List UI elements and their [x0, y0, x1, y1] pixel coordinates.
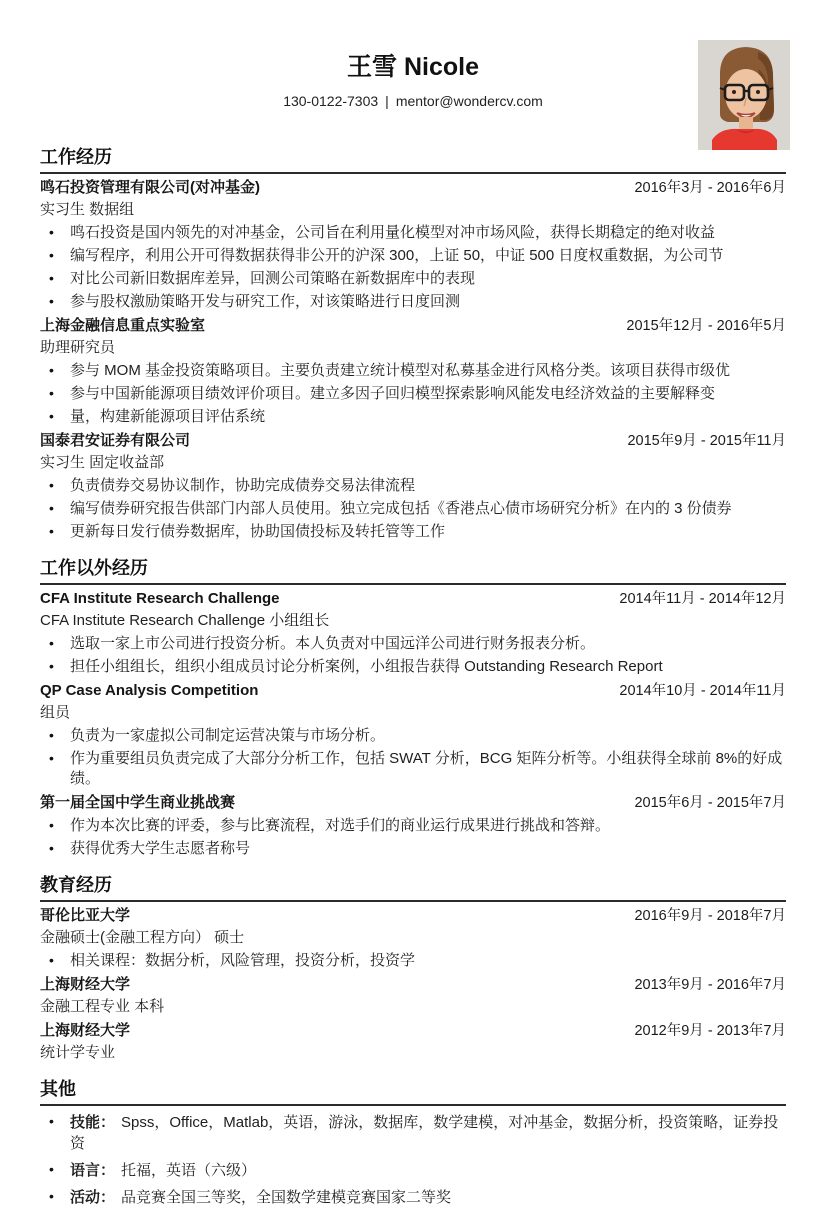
bullet-list: [40, 726, 786, 789]
bullet-item: [40, 292, 786, 312]
bullet-text: 获得优秀大学生志愿者称号: [70, 840, 251, 857]
entry-title: 第一届全国中学生商业挑战赛: [40, 794, 236, 811]
entry-date: 2012年9月 - 2013年7月: [634, 1023, 786, 1039]
entry-date: 2013年9月 - 2016年7月: [634, 977, 786, 993]
bullet-text: 编写债券研究报告供部门内部人员使用。独立完成包括《香港点心债市场研究分析》在内的 3 份债券: [70, 500, 732, 517]
bullet-item: [40, 1187, 786, 1208]
phone-number: 130-0122-7303: [283, 93, 379, 109]
bullet-icon: •: [49, 1113, 54, 1129]
bullet-item: [40, 223, 786, 243]
entry-title: 哥伦比亚大学: [40, 907, 131, 924]
bullet-item: [40, 951, 786, 971]
bullet-text: 更新每日发行债券数据库，协助国债投标及转托管等工作: [70, 523, 446, 540]
bullet-item: [40, 384, 786, 404]
bullet-icon: •: [49, 727, 54, 743]
section-title: 工作以外经历: [40, 558, 786, 585]
bullet-item: [40, 839, 786, 859]
entry-title: CFA Institute Research Challenge: [40, 590, 280, 607]
bullet-item: [40, 476, 786, 496]
bullet-text: 选取一家上市公司进行投资分析。本人负责对中国远洋公司进行财务报表分析。: [70, 635, 596, 652]
entry-header: [40, 681, 786, 701]
entry-subtitle: CFA Institute Research Challenge 小组组长: [40, 612, 330, 629]
entry-title: 上海金融信息重点实验室: [40, 317, 206, 334]
bullet-icon: •: [49, 635, 54, 651]
entry-title: 鸣石投资管理有限公司(对冲基金): [40, 179, 260, 196]
resume-section: [40, 1079, 786, 1208]
entry-header: [40, 1021, 786, 1041]
labeled-bullet-list: [40, 1112, 786, 1208]
bullet-item: [40, 1112, 786, 1154]
bullet-icon: •: [49, 477, 54, 493]
resume-body: [40, 147, 786, 1208]
resume-section: [40, 875, 786, 1063]
bullet-list: [40, 223, 786, 312]
bullet-text: 品竞赛全国三等奖，全国数学建模竞赛国家二等奖: [121, 1189, 452, 1206]
entry-subtitle: 金融工程专业 本科: [40, 998, 165, 1015]
bullet-item: [40, 726, 786, 746]
bullet-text: 负责债券交易协议制作，协助完成债券交易法律流程: [70, 477, 416, 494]
entry-subtitle: 实习生 固定收益部: [40, 454, 165, 471]
entry-header: [40, 975, 786, 995]
bullet-icon: •: [49, 523, 54, 539]
bullet-text: 量，构建新能源项目评估系统: [70, 408, 266, 425]
bullet-list: [40, 816, 786, 859]
entry-header: [40, 178, 786, 198]
bullet-icon: •: [49, 408, 54, 424]
entry-subtitle: 组员: [40, 704, 71, 721]
bullet-list: [40, 476, 786, 542]
bullet-item: [40, 657, 786, 677]
bullet-icon: •: [49, 1188, 54, 1204]
entry-header: [40, 906, 786, 926]
bullet-item: [40, 816, 786, 836]
entry-date: 2014年11月 - 2014年12月: [619, 591, 786, 607]
bullet-item: [40, 269, 786, 289]
entry-subtitle: 统计学专业: [40, 1044, 116, 1061]
bullet-icon: •: [49, 362, 54, 378]
section-title: 其他: [40, 1079, 786, 1106]
bullet-icon: •: [49, 224, 54, 240]
bullet-item: [40, 499, 786, 519]
profile-photo: [698, 40, 790, 150]
bullet-list: [40, 361, 786, 427]
bullet-text: 作为重要组员负责完成了大部分分析工作，包括 SWAT 分析，BCG 矩阵分析等。小组获得全球前 8%的好成绩。: [70, 750, 783, 787]
entry-title: 上海财经大学: [40, 976, 131, 993]
entry-subtitle: 助理研究员: [40, 339, 116, 356]
bullet-item: [40, 361, 786, 381]
entry-date: 2015年6月 - 2015年7月: [634, 795, 786, 811]
bullet-icon: •: [49, 500, 54, 516]
bullet-icon: •: [49, 270, 54, 286]
bullet-text: 相关课程：数据分析，风险管理，投资分析，投资学: [70, 952, 416, 969]
email-address: mentor@wondercv.com: [395, 93, 543, 109]
bullet-item: [40, 1160, 786, 1181]
entry-header: [40, 431, 786, 451]
bullet-item: [40, 634, 786, 654]
bullet-text: 负责为一家虚拟公司制定运营决策与市场分析。: [70, 727, 386, 744]
resume-section: [40, 147, 786, 542]
bullet-icon: •: [49, 750, 54, 766]
bullet-text: 托福，英语（六级）: [121, 1162, 257, 1179]
entry-header: [40, 316, 786, 336]
bullet-list: [40, 634, 786, 677]
bullet-text: 担任小组组长，组织小组成员讨论分析案例，小组报告获得 Outstanding Research Report: [70, 658, 663, 675]
bullet-icon: •: [49, 840, 54, 856]
bullet-label: 技能：: [70, 1114, 116, 1131]
bullet-item: [40, 749, 786, 789]
bullet-text: Spss，Office，Matlab，英语，游泳，数据库，数学建模，对冲基金，数据分析，投资策略，证券投资: [70, 1114, 779, 1152]
entry-subtitle: 实习生 数据组: [40, 201, 135, 218]
entry-date: 2015年9月 - 2015年11月: [627, 433, 786, 449]
bullet-label: 活动：: [70, 1189, 116, 1206]
bullet-list: [40, 951, 786, 971]
entry-date: 2015年12月 - 2016年5月: [626, 318, 786, 334]
bullet-text: 对比公司新旧数据库差异，回测公司策略在新数据库中的表现: [70, 270, 476, 287]
section-title: 教育经历: [40, 875, 786, 902]
bullet-text: 鸣石投资是国内领先的对冲基金，公司旨在利用量化模型对冲市场风险，获得长期稳定的绝对收益: [70, 224, 716, 241]
bullet-icon: •: [49, 247, 54, 263]
contact-separator: |: [385, 93, 389, 109]
bullet-icon: •: [49, 817, 54, 833]
resume-section: [40, 558, 786, 859]
entry-header: [40, 589, 786, 609]
bullet-text: 参与股权激励策略开发与研究工作，对该策略进行日度回测: [70, 293, 461, 310]
bullet-icon: •: [49, 293, 54, 309]
bullet-item: [40, 522, 786, 542]
bullet-text: 作为本次比赛的评委，参与比赛流程，对选手们的商业运行成果进行挑战和答辩。: [70, 817, 611, 834]
bullet-text: 编写程序，利用公开可得数据获得非公开的沪深 300，上证 50，中证 500 日度权重数据，为公司节: [70, 247, 724, 264]
section-title: 工作经历: [40, 147, 786, 174]
entry-header: [40, 793, 786, 813]
candidate-name: 王雪 Nicole: [347, 53, 479, 81]
entry-title: 上海财经大学: [40, 1022, 131, 1039]
bullet-text: 参与 MOM 基金投资策略项目。主要负责建立统计模型对私募基金进行风格分类。该项目获得市级优: [70, 362, 730, 379]
entry-date: 2016年3月 - 2016年6月: [634, 180, 786, 196]
entry-date: 2016年9月 - 2018年7月: [634, 908, 786, 924]
bullet-item: [40, 407, 786, 427]
entry-subtitle: 金融硕士(金融工程方向） 硕士: [40, 929, 245, 946]
bullet-text: 参与中国新能源项目绩效评价项目。建立多因子回归模型探索影响风能发电经济效益的主要解释变: [70, 385, 716, 402]
bullet-icon: •: [49, 952, 54, 968]
bullet-icon: •: [49, 1161, 54, 1177]
bullet-icon: •: [49, 385, 54, 401]
entry-date: 2014年10月 - 2014年11月: [619, 683, 786, 699]
entry-title: QP Case Analysis Competition: [40, 682, 259, 699]
bullet-item: [40, 246, 786, 266]
bullet-label: 语言：: [70, 1162, 116, 1179]
entry-title: 国泰君安证券有限公司: [40, 432, 191, 449]
bullet-icon: •: [49, 658, 54, 674]
